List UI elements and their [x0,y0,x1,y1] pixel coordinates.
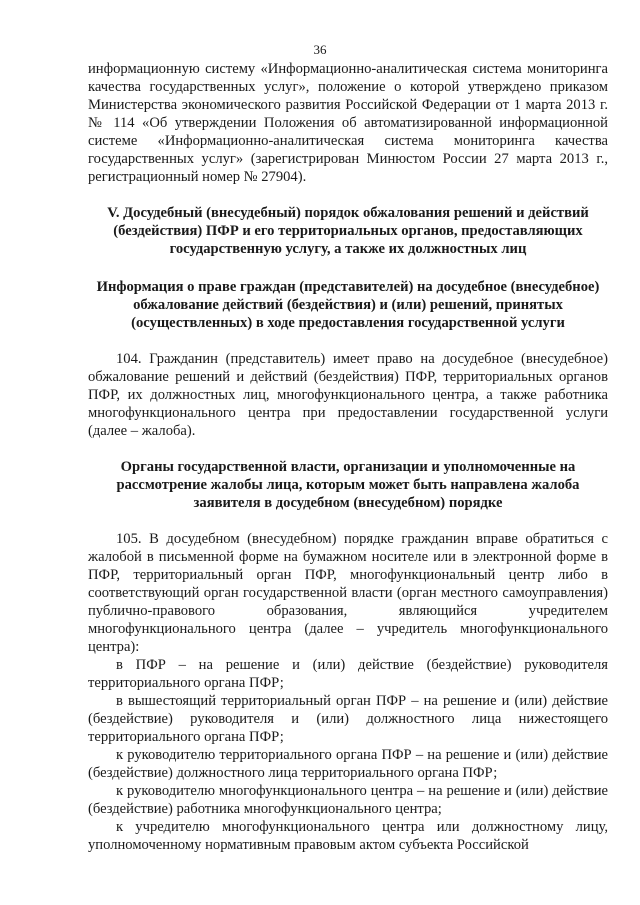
list-item-pfr: в ПФР – на решение и (или) действие (бездействие) руководителя территориального органа ПФР; [88,657,608,691]
paragraph-continuation: информационную систему «Информационно-аналитическая система мониторинга качества государственных услуг», положение о которой утверждено приказом Министерства экономического развития Российской Федерации от 1 марта 2013 г. № 114 «Об утверждении Положения об автоматизированной информационной системе «Информационно-аналитическая система мониторинга качества государственных услуг» (зарегистрирован Минюстом России 27 марта 2013 г., регистрационный номер № 27904). [88,61,608,185]
document-body [88,60,608,854]
section-heading-authorities: Органы государственной власти, организации и уполномоченные на рассмотрение жалобы лица, которым может быть направлена жалоба заявителя в досудебном (внесудебном) порядке [116,459,580,511]
chapter-heading: V. Досудебный (внесудебный) порядок обжалования решений и действий (бездействия) ПФР и его территориальных органов, предоставляющих государственную услугу, а также их должностных лиц [107,205,589,257]
list-item-head-territorial: к руководителю территориального органа ПФР – на решение и (или) действие (бездействие) должностного лица территориального органа ПФР; [88,747,608,781]
list-item-higher-body: в вышестоящий территориальный орган ПФР – на решение и (или) действие (бездействие) руководителя и (или) должностного лица нижестоящего территориального органа ПФР; [88,693,608,745]
paragraph-105: 105. В досудебном (внесудебном) порядке гражданин вправе обратиться с жалобой в письменной форме на бумажном носителе или в электронной форме в ПФР, территориальный орган ПФР, многофункциональный центр либо в соответствующий орган государственной власти (орган местного самоуправления) публично-правового образования, являющийся учредителем многофункционального центра (далее – учредитель многофункционального центра): [88,531,608,655]
paragraph-104: 104. Гражданин (представитель) имеет право на досудебное (внесудебное) обжалование решений и действий (бездействия) ПФР, территориальных органов ПФР, их должностных лиц, многофункционального центра, а также работника многофункционального центра при предоставлении государственной услуги (далее – жалоба). [88,351,608,439]
section-heading-rights: Информация о праве граждан (представителей) на досудебное (внесудебное) обжалование действий (бездействия) и (или) решений, принятых (осуществленных) в ходе предоставления государственной услуги [96,279,600,331]
page-number: 36 [313,42,327,57]
list-item-head-mfc: к руководителю многофункционального центра – на решение и (или) действие (бездействие) работника многофункционального центра; [88,783,608,817]
list-item-mfc-founder: к учредителю многофункционального центра или должностному лицу, уполномоченному нормативным правовым актом субъекта Российской [88,819,608,853]
